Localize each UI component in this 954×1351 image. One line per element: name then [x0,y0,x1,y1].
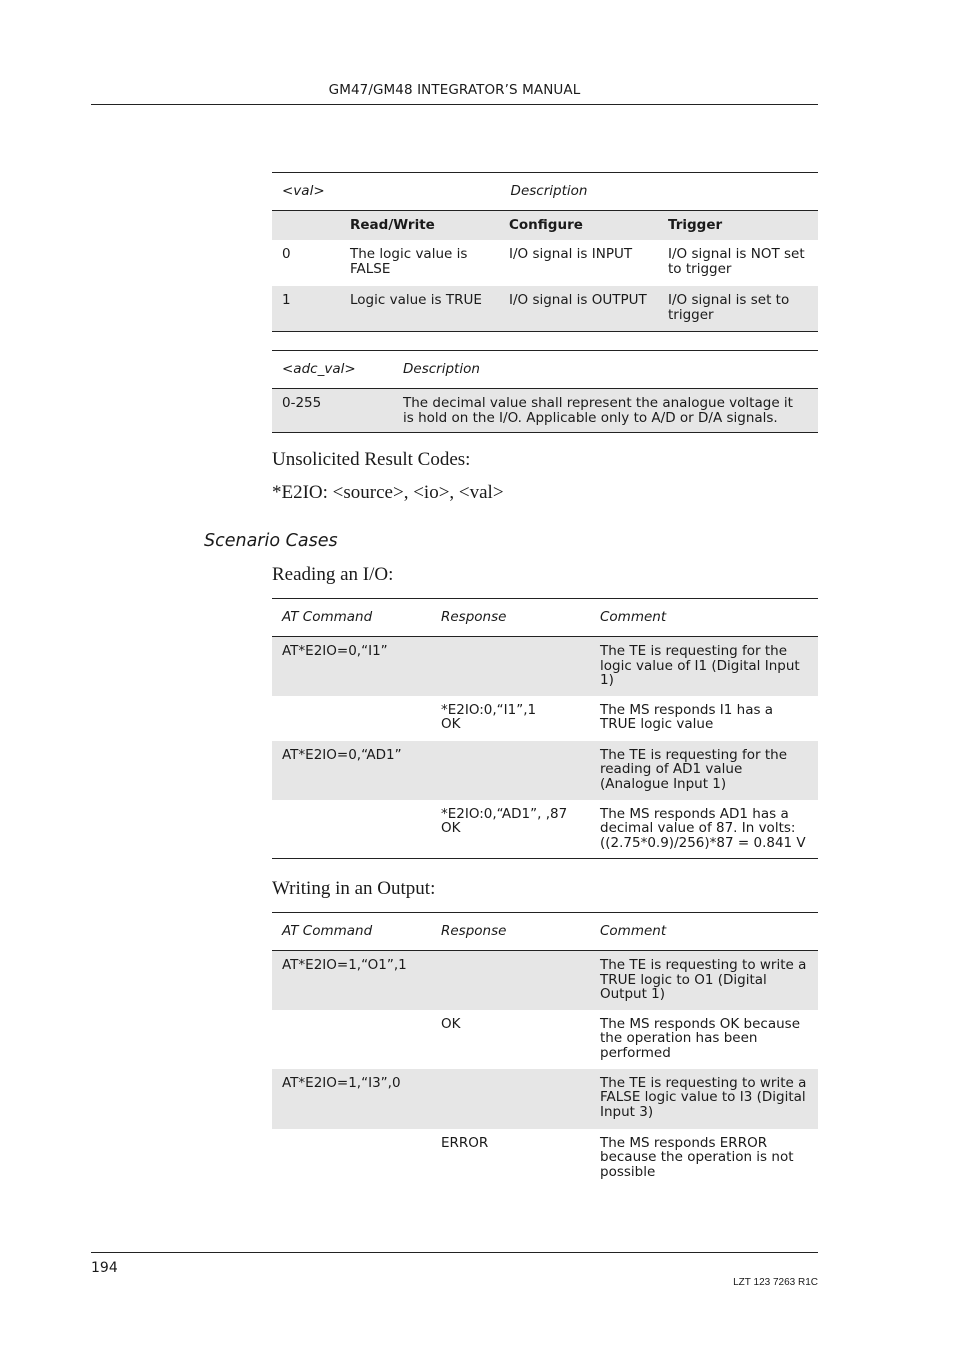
column-header-description: Description [393,351,818,389]
column-header-comment: Comment [590,599,818,637]
table-row [272,1010,818,1069]
table-row [272,389,818,433]
table-row [272,951,818,1010]
cell-at-command: AT*E2IO=0,“I1” [272,637,431,696]
table-subheader-row [272,211,818,241]
cell-comment: The TE is requesting to write a TRUE logic to O1 (Digital Output 1) [590,951,818,1010]
response-line: OK [441,820,461,836]
reading-table [272,598,818,859]
page-number: 194 [91,1260,118,1276]
cell-trigger: I/O signal is set to trigger [658,286,818,331]
cell-read-write: Logic value is TRUE [340,286,499,331]
cell-response [431,800,590,859]
cell-at-command: AT*E2IO=1,“I3”,0 [272,1069,431,1129]
table-row [272,1069,818,1129]
column-header-at-command: AT Command [272,913,431,951]
cell-comment: The TE is requesting for the reading of AD1 value (Analogue Input 1) [590,741,818,800]
cell-comment: The TE is requesting to write a FALSE logic value to I3 (Digital Input 3) [590,1069,818,1129]
cell-comment: The MS responds ERROR because the operation is not possible [600,1134,794,1180]
table-row [272,286,818,331]
cell-comment: The MS responds OK because the operation has been performed [600,1015,801,1061]
table-row [272,741,818,800]
table-row [272,637,818,696]
cell-trigger: I/O signal is NOT set to trigger [668,246,805,277]
cell-response: OK [441,1015,461,1032]
table-header-row [272,173,818,211]
cell-response: ERROR [441,1134,489,1151]
cell-description: The decimal value shall represent the analogue voltage it is hold on the I/O. Applicable only to A/D or D/A signals. [393,389,818,433]
adc-val-table [272,350,818,433]
cell-at-command [272,1010,431,1069]
table-row [272,696,818,741]
table-header-row [272,599,818,637]
cell-at-command: AT*E2IO=1,“O1”,1 [272,951,431,1010]
running-header: GM47/GM48 INTEGRATOR’S MANUAL [328,82,581,98]
val-table [272,172,818,332]
cell-at-command [272,696,431,741]
column-header-val: <val> [272,173,340,211]
cell-at-command: AT*E2IO=0,“AD1” [272,741,431,800]
cell-response [431,696,590,741]
column-header-adc-val: <adc_val> [272,351,393,389]
writing-table [272,912,818,1188]
table-row [272,1129,818,1188]
subheader-configure: Configure [499,211,658,241]
subheader-trigger: Trigger [658,211,818,241]
cell-response [431,951,590,1010]
unsolicited-code: *E2IO: <source>, <io>, <val> [272,482,504,503]
table-row [272,800,818,859]
document-id: LZT 123 7263 R1C [733,1277,818,1288]
table-header-row [272,913,818,951]
cell-configure: I/O signal is INPUT [509,246,633,262]
subheader-read-write: Read/Write [340,211,499,241]
writing-label: Writing in an Output: [272,878,436,899]
table-row [272,240,818,286]
table-header-row [272,351,818,389]
cell-response [431,637,590,696]
column-header-response: Response [431,913,590,951]
cell-val: 1 [272,286,340,331]
header-rule [91,104,818,105]
cell-at-command [272,800,431,859]
column-header-at-command: AT Command [272,599,431,637]
footer-rule [91,1252,818,1253]
reading-label: Reading an I/O: [272,564,394,585]
cell-configure: I/O signal is OUTPUT [499,286,658,331]
cell-adc-value: 0-255 [272,389,393,433]
response-line: OK [441,716,461,732]
cell-response [431,1069,590,1129]
unsolicited-label: Unsolicited Result Codes: [272,449,471,470]
column-header-response: Response [431,599,590,637]
response-line: *E2IO:0,“AD1”, ,87 [441,805,568,822]
cell-comment: The MS responds I1 has a TRUE logic value [600,701,774,732]
cell-comment: The MS responds AD1 has a decimal value of 87. In volts: ((2.75*0.9)/256)*87 = 0.841 V [590,800,818,859]
cell-comment: The TE is requesting for the logic value of I1 (Digital Input 1) [590,637,818,696]
section-heading: Scenario Cases [204,531,338,551]
cell-read-write: The logic value is FALSE [350,246,468,277]
column-header-description: Description [340,173,818,211]
cell-at-command [272,1129,431,1188]
cell-response [431,741,590,800]
response-line: *E2IO:0,“I1”,1 [441,701,537,718]
column-header-comment: Comment [590,913,818,951]
cell-val: 0 [282,246,291,262]
